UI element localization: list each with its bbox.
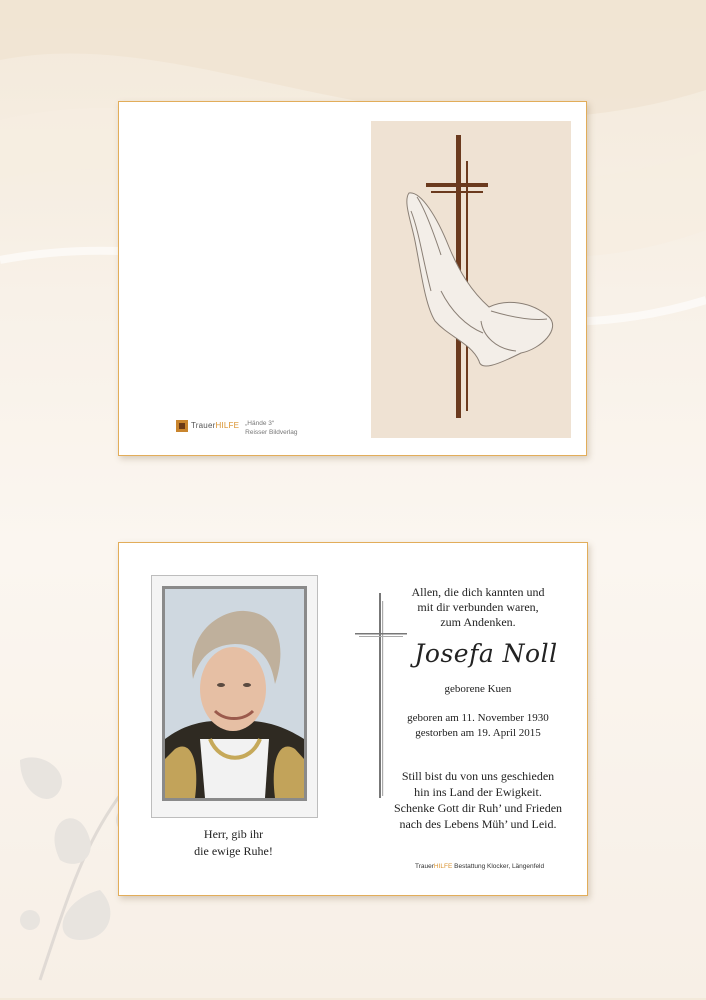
portrait-photo xyxy=(162,586,307,801)
footer-brand-part2: HILFE xyxy=(433,863,453,870)
card-inside xyxy=(118,542,588,896)
verse-top-line-1: Allen, die dich kannten und xyxy=(411,585,545,599)
cross-praying-hands-illustration xyxy=(371,121,571,438)
birth-name: geborene Kuen xyxy=(444,683,512,695)
birth-date: geboren am 11. November 1930 xyxy=(407,712,549,724)
caption-line-2: die ewige Ruhe! xyxy=(194,844,273,858)
card-front xyxy=(118,101,587,456)
footer-credit xyxy=(415,863,544,870)
credit-publisher: Reisser Bildverlag xyxy=(245,429,298,436)
verse-bottom-line-2: hin ins Land der Ewigkeit. xyxy=(414,785,542,799)
praying-hands-icon xyxy=(407,193,553,366)
image-credit xyxy=(245,419,297,437)
death-date: gestorben am 19. April 2015 xyxy=(415,727,541,739)
verse-bottom xyxy=(389,768,567,832)
portrait-illustration xyxy=(165,589,304,798)
verse-top-line-2: mit dir verbunden waren, xyxy=(417,600,539,614)
deceased-name: Josefa Noll xyxy=(414,639,558,668)
photo-frame xyxy=(151,575,318,818)
life-dates xyxy=(389,711,567,741)
logo-brand-part2: HILFE xyxy=(215,421,240,430)
footer-brand-part1: Trauer xyxy=(415,863,434,870)
praying-hands-panel xyxy=(371,121,571,438)
verse-bottom-line-1: Still bist du von uns geschieden xyxy=(401,769,555,783)
logo-brand-part1: Trauer xyxy=(191,421,216,430)
photo-caption xyxy=(151,826,316,860)
verse-bottom-line-4: nach des Lebens Müh’ und Leid. xyxy=(399,817,557,831)
credit-title: „Hände 3“ xyxy=(245,420,275,427)
footer-text: Bestattung Klocker, Längenfeld xyxy=(452,863,545,870)
verse-top-line-3: zum Andenken. xyxy=(440,615,516,629)
logo-mark-icon xyxy=(176,420,188,432)
caption-line-1: Herr, gib ihr xyxy=(203,827,264,841)
verse-bottom-line-3: Schenke Gott dir Ruh’ und Frieden xyxy=(393,801,563,815)
verse-top xyxy=(389,585,567,630)
trauerhilfe-logo xyxy=(176,419,298,437)
